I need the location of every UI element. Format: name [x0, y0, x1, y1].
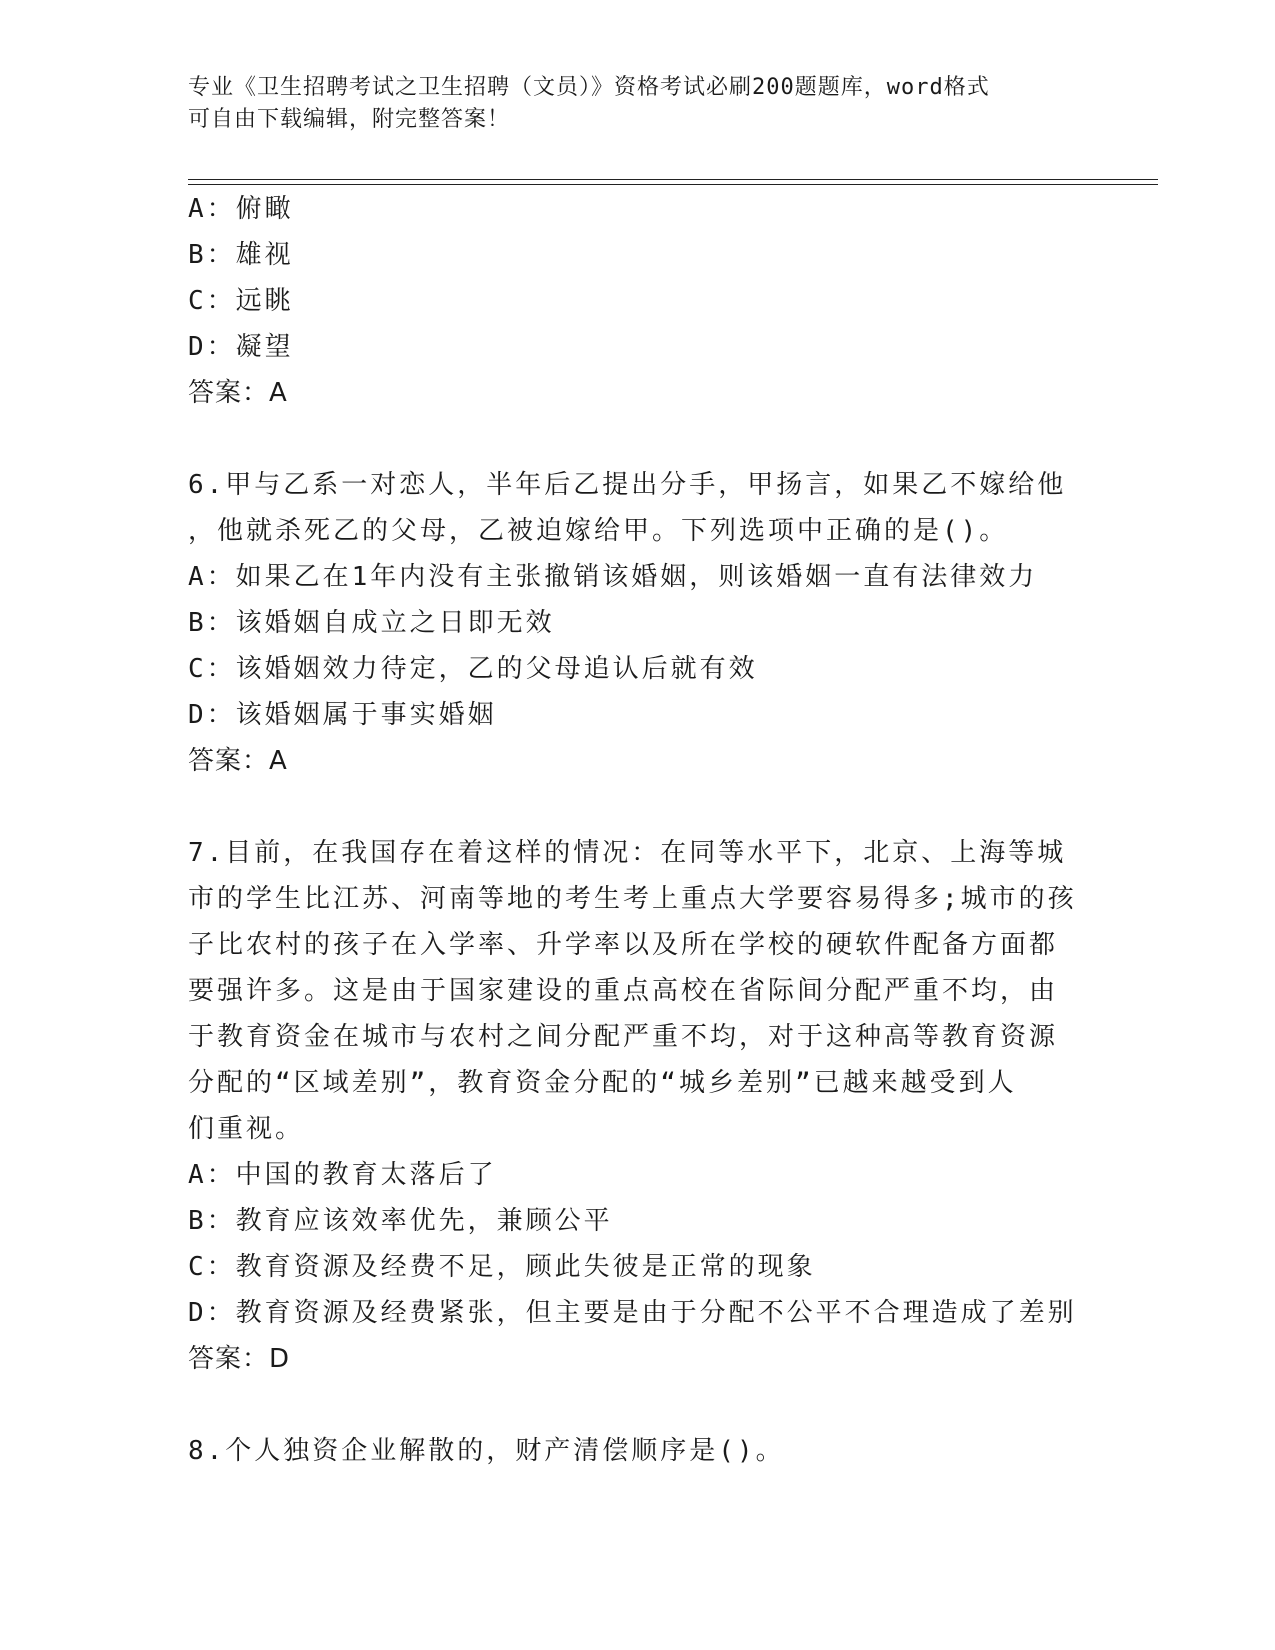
question-stem-line: ，他就杀死乙的父母，乙被迫嫁给甲。下列选项中正确的是()。 [188, 516, 1009, 546]
answer-line: 答案：A [188, 378, 288, 408]
question-7 [188, 830, 1088, 1382]
question-stem-line: 7.目前，在我国存在着这样的情况：在同等水平下，北京、上海等城 [188, 838, 1067, 868]
question-stem-line: 市的学生比江苏、河南等地的考生考上重点大学要容易得多;城市的孩 [188, 884, 1077, 914]
option-b: B：雄视 [188, 240, 294, 270]
document-header [188, 72, 1068, 136]
question-5 [188, 186, 1088, 416]
option-c: C：该婚姻效力待定，乙的父母追认后就有效 [188, 654, 758, 684]
option-b: B：该婚姻自成立之日即无效 [188, 608, 555, 638]
question-stem-line: 8.个人独资企业解散的，财产清偿顺序是()。 [188, 1436, 785, 1466]
header-divider-bottom [188, 184, 1158, 185]
question-8 [188, 1428, 1088, 1474]
option-d: D：凝望 [188, 332, 294, 362]
question-stem-line: 6.甲与乙系一对恋人，半年后乙提出分手，甲扬言，如果乙不嫁给他 [188, 470, 1067, 500]
header-line-2: 可自由下载编辑，附完整答案！ [188, 107, 511, 132]
question-stem-line: 子比农村的孩子在入学率、升学率以及所在学校的硬软件配备方面都 [188, 930, 1059, 960]
question-spacer [188, 416, 1088, 462]
question-stem-line: 于教育资金在城市与农村之间分配严重不均，对于这种高等教育资源 [188, 1022, 1059, 1052]
option-a: A：如果乙在1年内没有主张撤销该婚姻，则该婚姻一直有法律效力 [188, 562, 1038, 592]
option-d: D：教育资源及经费紧张，但主要是由于分配不公平不合理造成了差别 [188, 1298, 1077, 1328]
header-divider-top [188, 179, 1158, 180]
option-a: A：俯瞰 [188, 194, 294, 224]
answer-line: 答案：A [188, 746, 288, 776]
option-d: D：该婚姻属于事实婚姻 [188, 700, 497, 730]
option-a: A：中国的教育太落后了 [188, 1160, 497, 1190]
question-body [188, 186, 1088, 1474]
option-b: B：教育应该效率优先，兼顾公平 [188, 1206, 613, 1236]
question-stem-line: 分配的“区域差别”，教育资金分配的“城乡差别”已越来越受到人 [188, 1068, 1017, 1098]
question-6 [188, 462, 1088, 784]
question-spacer [188, 1382, 1088, 1428]
question-spacer [188, 784, 1088, 830]
header-line-1: 专业《卫生招聘考试之卫生招聘（文员）》资格考试必刷200题题库，word格式 [188, 75, 990, 100]
question-stem-line: 们重视。 [188, 1114, 305, 1144]
option-c: C：远眺 [188, 286, 294, 316]
option-c: C：教育资源及经费不足，顾此失彼是正常的现象 [188, 1252, 816, 1282]
answer-line: 答案：D [188, 1344, 291, 1374]
question-stem-line: 要强许多。这是由于国家建设的重点高校在省际间分配严重不均，由 [188, 976, 1059, 1006]
